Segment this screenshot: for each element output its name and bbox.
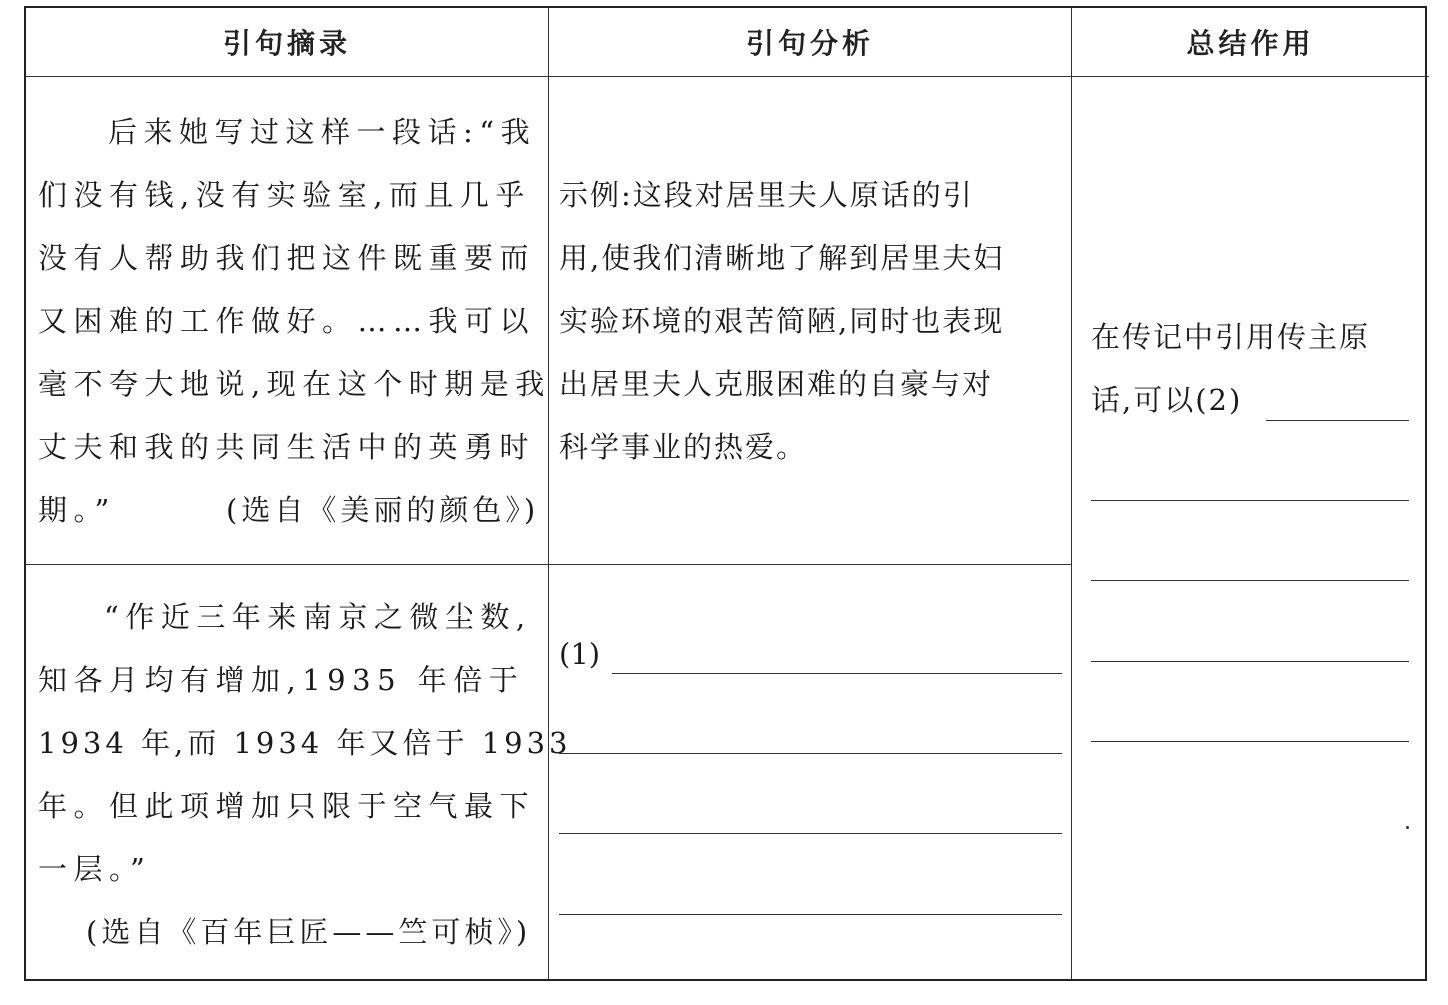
answer-blank-line[interactable] bbox=[1091, 741, 1409, 742]
quote-line: 1934 年,而 1934 年又倍于 1933 bbox=[38, 726, 572, 760]
quote-line: 丈夫和我的共同生活中的英勇时 bbox=[38, 430, 536, 464]
quote-source: (选自《百年巨匠——竺可桢》) bbox=[86, 915, 532, 949]
answer-blank-label: (1) bbox=[559, 637, 601, 671]
analysis-line: 科学事业的热爱。 bbox=[559, 430, 808, 464]
quote-line: 年。但此项增加只限于空气最下 bbox=[38, 789, 536, 823]
quote-line: 知各月均有增加,1935 年倍于 bbox=[38, 663, 525, 697]
quote-line: 一层。” bbox=[38, 852, 152, 886]
header-summary-function: 总结作用 bbox=[1186, 27, 1315, 60]
analysis-line: 示例:这段对居里夫人原话的引 bbox=[559, 178, 974, 212]
analysis-line: 用,使我们清晰地了解到居里夫妇 bbox=[559, 241, 1005, 275]
answer-blank-line[interactable] bbox=[1091, 580, 1409, 581]
answer-blank-line[interactable] bbox=[1091, 500, 1409, 501]
answer-blank-line[interactable] bbox=[1266, 420, 1409, 421]
quote-line: “作近三年来南京之微尘数, bbox=[104, 600, 532, 634]
summary-line: 话,可以(2) bbox=[1091, 383, 1243, 417]
quote-source: (选自《美丽的颜色》) bbox=[226, 493, 540, 527]
answer-blank-line[interactable] bbox=[559, 914, 1062, 915]
quote-line: 毫不夸大地说,现在这个时期是我 bbox=[38, 367, 551, 401]
quote-line: 期。” bbox=[38, 493, 116, 527]
answer-blank-line[interactable] bbox=[1091, 661, 1409, 662]
quote-line: 们没有钱,没有实验室,而且几乎 bbox=[38, 178, 531, 212]
answer-blank-line[interactable] bbox=[612, 673, 1062, 674]
answer-blank-line[interactable] bbox=[559, 753, 1062, 754]
column-divider bbox=[548, 8, 549, 979]
summary-line: 在传记中引用传主原 bbox=[1091, 320, 1371, 354]
row-divider bbox=[26, 564, 1071, 565]
header-quote-excerpt: 引句摘录 bbox=[222, 27, 351, 60]
answer-blank-line[interactable] bbox=[559, 833, 1062, 834]
analysis-line: 实验环境的艰苦简陋,同时也表现 bbox=[559, 304, 1005, 338]
header-divider bbox=[26, 76, 1429, 77]
quote-line: 没有人帮助我们把这件既重要而 bbox=[38, 241, 536, 275]
quote-analysis-table bbox=[24, 6, 1427, 981]
quote-line: 又困难的工作做好。……我可以 bbox=[38, 304, 536, 338]
analysis-line: 出居里夫人克服困难的自豪与对 bbox=[559, 367, 994, 401]
column-divider bbox=[1071, 8, 1072, 979]
quote-line: 后来她写过这样一段话:“我 bbox=[108, 115, 537, 149]
header-quote-analysis: 引句分析 bbox=[745, 27, 874, 60]
end-dot bbox=[1406, 826, 1409, 829]
